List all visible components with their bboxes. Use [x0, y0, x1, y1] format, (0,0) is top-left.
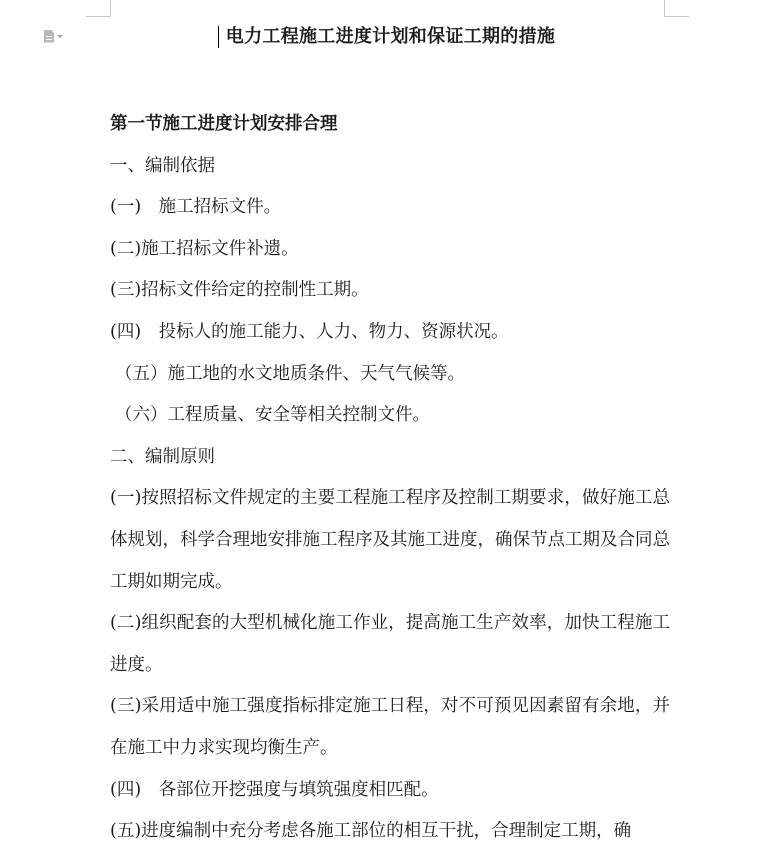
- document-body: [110, 104, 670, 853]
- list-item: （五）施工地的水文地质条件、天气气候等。: [115, 363, 465, 384]
- list-item: (二)组织配套的大型机械化施工作业，提高施工生产效率，加快工程施工进度。: [110, 613, 670, 675]
- list-item: (二)施工招标文件补遗。: [110, 238, 299, 259]
- margin-mark-top-right: [664, 0, 689, 17]
- list-item: (一) 施工招标文件。: [110, 197, 282, 218]
- margin-mark-top-left: [86, 0, 111, 17]
- list-item: (四) 投标人的施工能力、人力、物力、资源状况。: [110, 321, 509, 342]
- list-item: (三)采用适中施工强度指标排定施工日程，对不可预见因素留有余地，并在施工中力求实现均衡生产。: [110, 696, 670, 758]
- list-item: (三)招标文件给定的控制性工期。: [110, 280, 369, 301]
- document-title: 电力工程施工进度计划和保证工期的措施: [225, 26, 556, 47]
- list-item: (五)进度编制中充分考虑各施工部位的相互干扰，合理制定工期，确: [110, 821, 632, 842]
- part2-heading: 二、编制原则: [110, 446, 215, 467]
- list-item: （六）工程质量、安全等相关控制文件。: [115, 405, 430, 426]
- list-item: (四) 各部位开挖强度与填筑强度相匹配。: [110, 779, 439, 800]
- list-item: (一)按照招标文件规定的主要工程施工程序及控制工期要求，做好施工总体规划，科学合理地安排施工程序及其施工进度，确保节点工期及合同总工期如期完成。: [110, 488, 670, 592]
- section-heading: 第一节施工进度计划安排合理: [110, 114, 338, 134]
- part1-heading: 一、编制依据: [110, 155, 215, 176]
